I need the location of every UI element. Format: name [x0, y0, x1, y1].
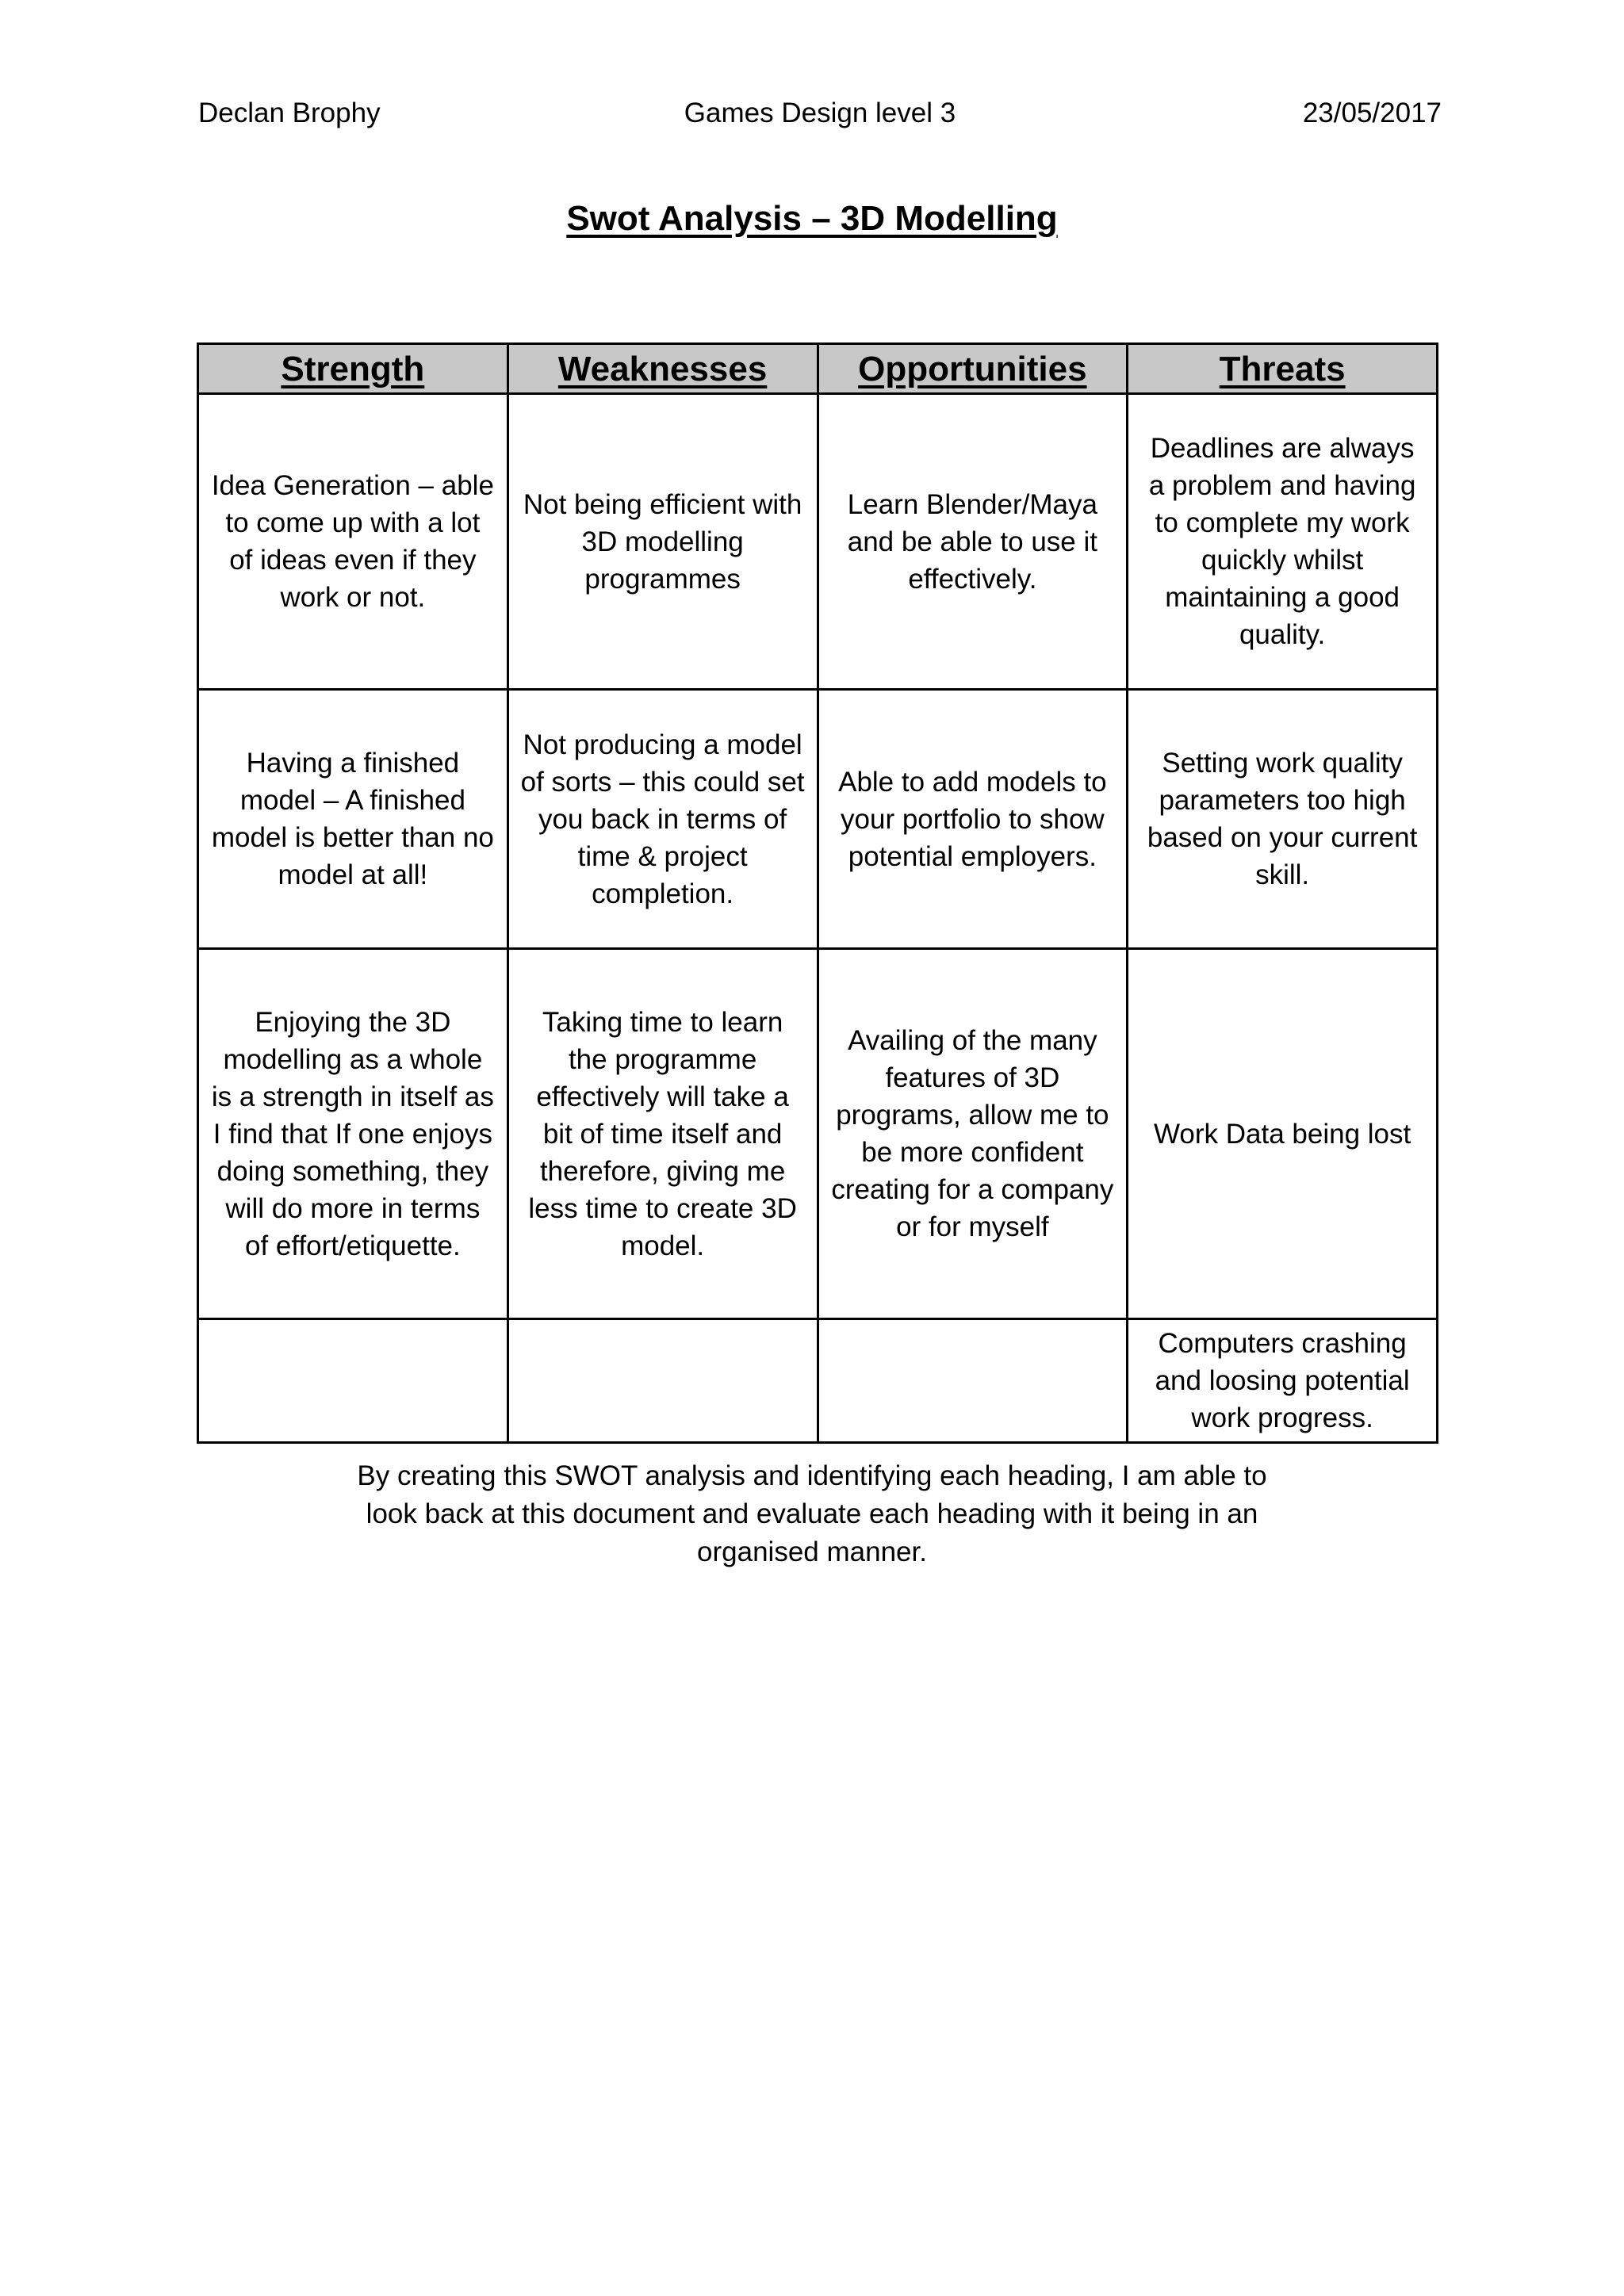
header-weaknesses-label: Weaknesses	[557, 349, 768, 388]
header-course: Games Design level 3	[684, 98, 956, 128]
weakness-cell: Taking time to learn the programme effectively will take a bit of time itself and therefore, giving me less time to create 3D model.	[508, 949, 818, 1319]
swot-table	[197, 342, 1438, 1444]
table-row	[198, 949, 1438, 1319]
table-row	[198, 1319, 1438, 1443]
table-row	[198, 690, 1438, 949]
header-strength	[198, 344, 508, 394]
table-row	[198, 394, 1438, 690]
header-strength-label: Strength	[281, 349, 425, 388]
strength-cell: Enjoying the 3D modelling as a whole is a strength in itself as I find that If one enjoys doing something, they will do more in terms of effort/etiquette.	[198, 949, 508, 1319]
header-opportunities	[818, 344, 1128, 394]
document-title-wrap	[0, 195, 1624, 243]
document-title: Swot Analysis – 3D Modelling	[566, 199, 1058, 238]
opportunity-cell	[818, 1319, 1128, 1443]
header-date: 23/05/2017	[1302, 98, 1442, 128]
header-opportunities-label: Opportunities	[858, 349, 1087, 388]
header-weaknesses	[508, 344, 818, 394]
threat-cell: Computers crashing and loosing potential work progress.	[1128, 1319, 1438, 1443]
swot-header-row	[198, 344, 1438, 394]
strength-cell: Idea Generation – able to come up with a lot of ideas even if they work or not.	[198, 394, 508, 690]
weakness-cell	[508, 1319, 818, 1443]
threat-cell: Setting work quality parameters too high based on your current skill.	[1128, 690, 1438, 949]
opportunity-cell: Availing of the many features of 3D programs, allow me to be more confident creating for a company or for myself	[818, 949, 1128, 1319]
opportunity-cell: Able to add models to your portfolio to show potential employers.	[818, 690, 1128, 949]
strength-cell	[198, 1319, 508, 1443]
threat-cell: Deadlines are always a problem and having to complete my work quickly whilst maintaining a good quality.	[1128, 394, 1438, 690]
opportunity-cell: Learn Blender/Maya and be able to use it effectively.	[818, 394, 1128, 690]
strength-cell: Having a finished model – A finished model is better than no model at all!	[198, 690, 508, 949]
threat-cell: Work Data being lost	[1128, 949, 1438, 1319]
conclusion-paragraph: By creating this SWOT analysis and identifying each heading, I am able to look back at this document and evaluate each heading with it being in an organised manner.	[357, 1460, 1267, 1567]
header-threats-label: Threats	[1219, 349, 1346, 388]
page-header	[198, 94, 1442, 133]
header-threats	[1128, 344, 1438, 394]
weakness-cell: Not producing a model of sorts – this could set you back in terms of time & project completion.	[508, 690, 818, 949]
header-author: Declan Brophy	[198, 98, 381, 128]
weakness-cell: Not being efficient with 3D modelling programmes	[508, 394, 818, 690]
